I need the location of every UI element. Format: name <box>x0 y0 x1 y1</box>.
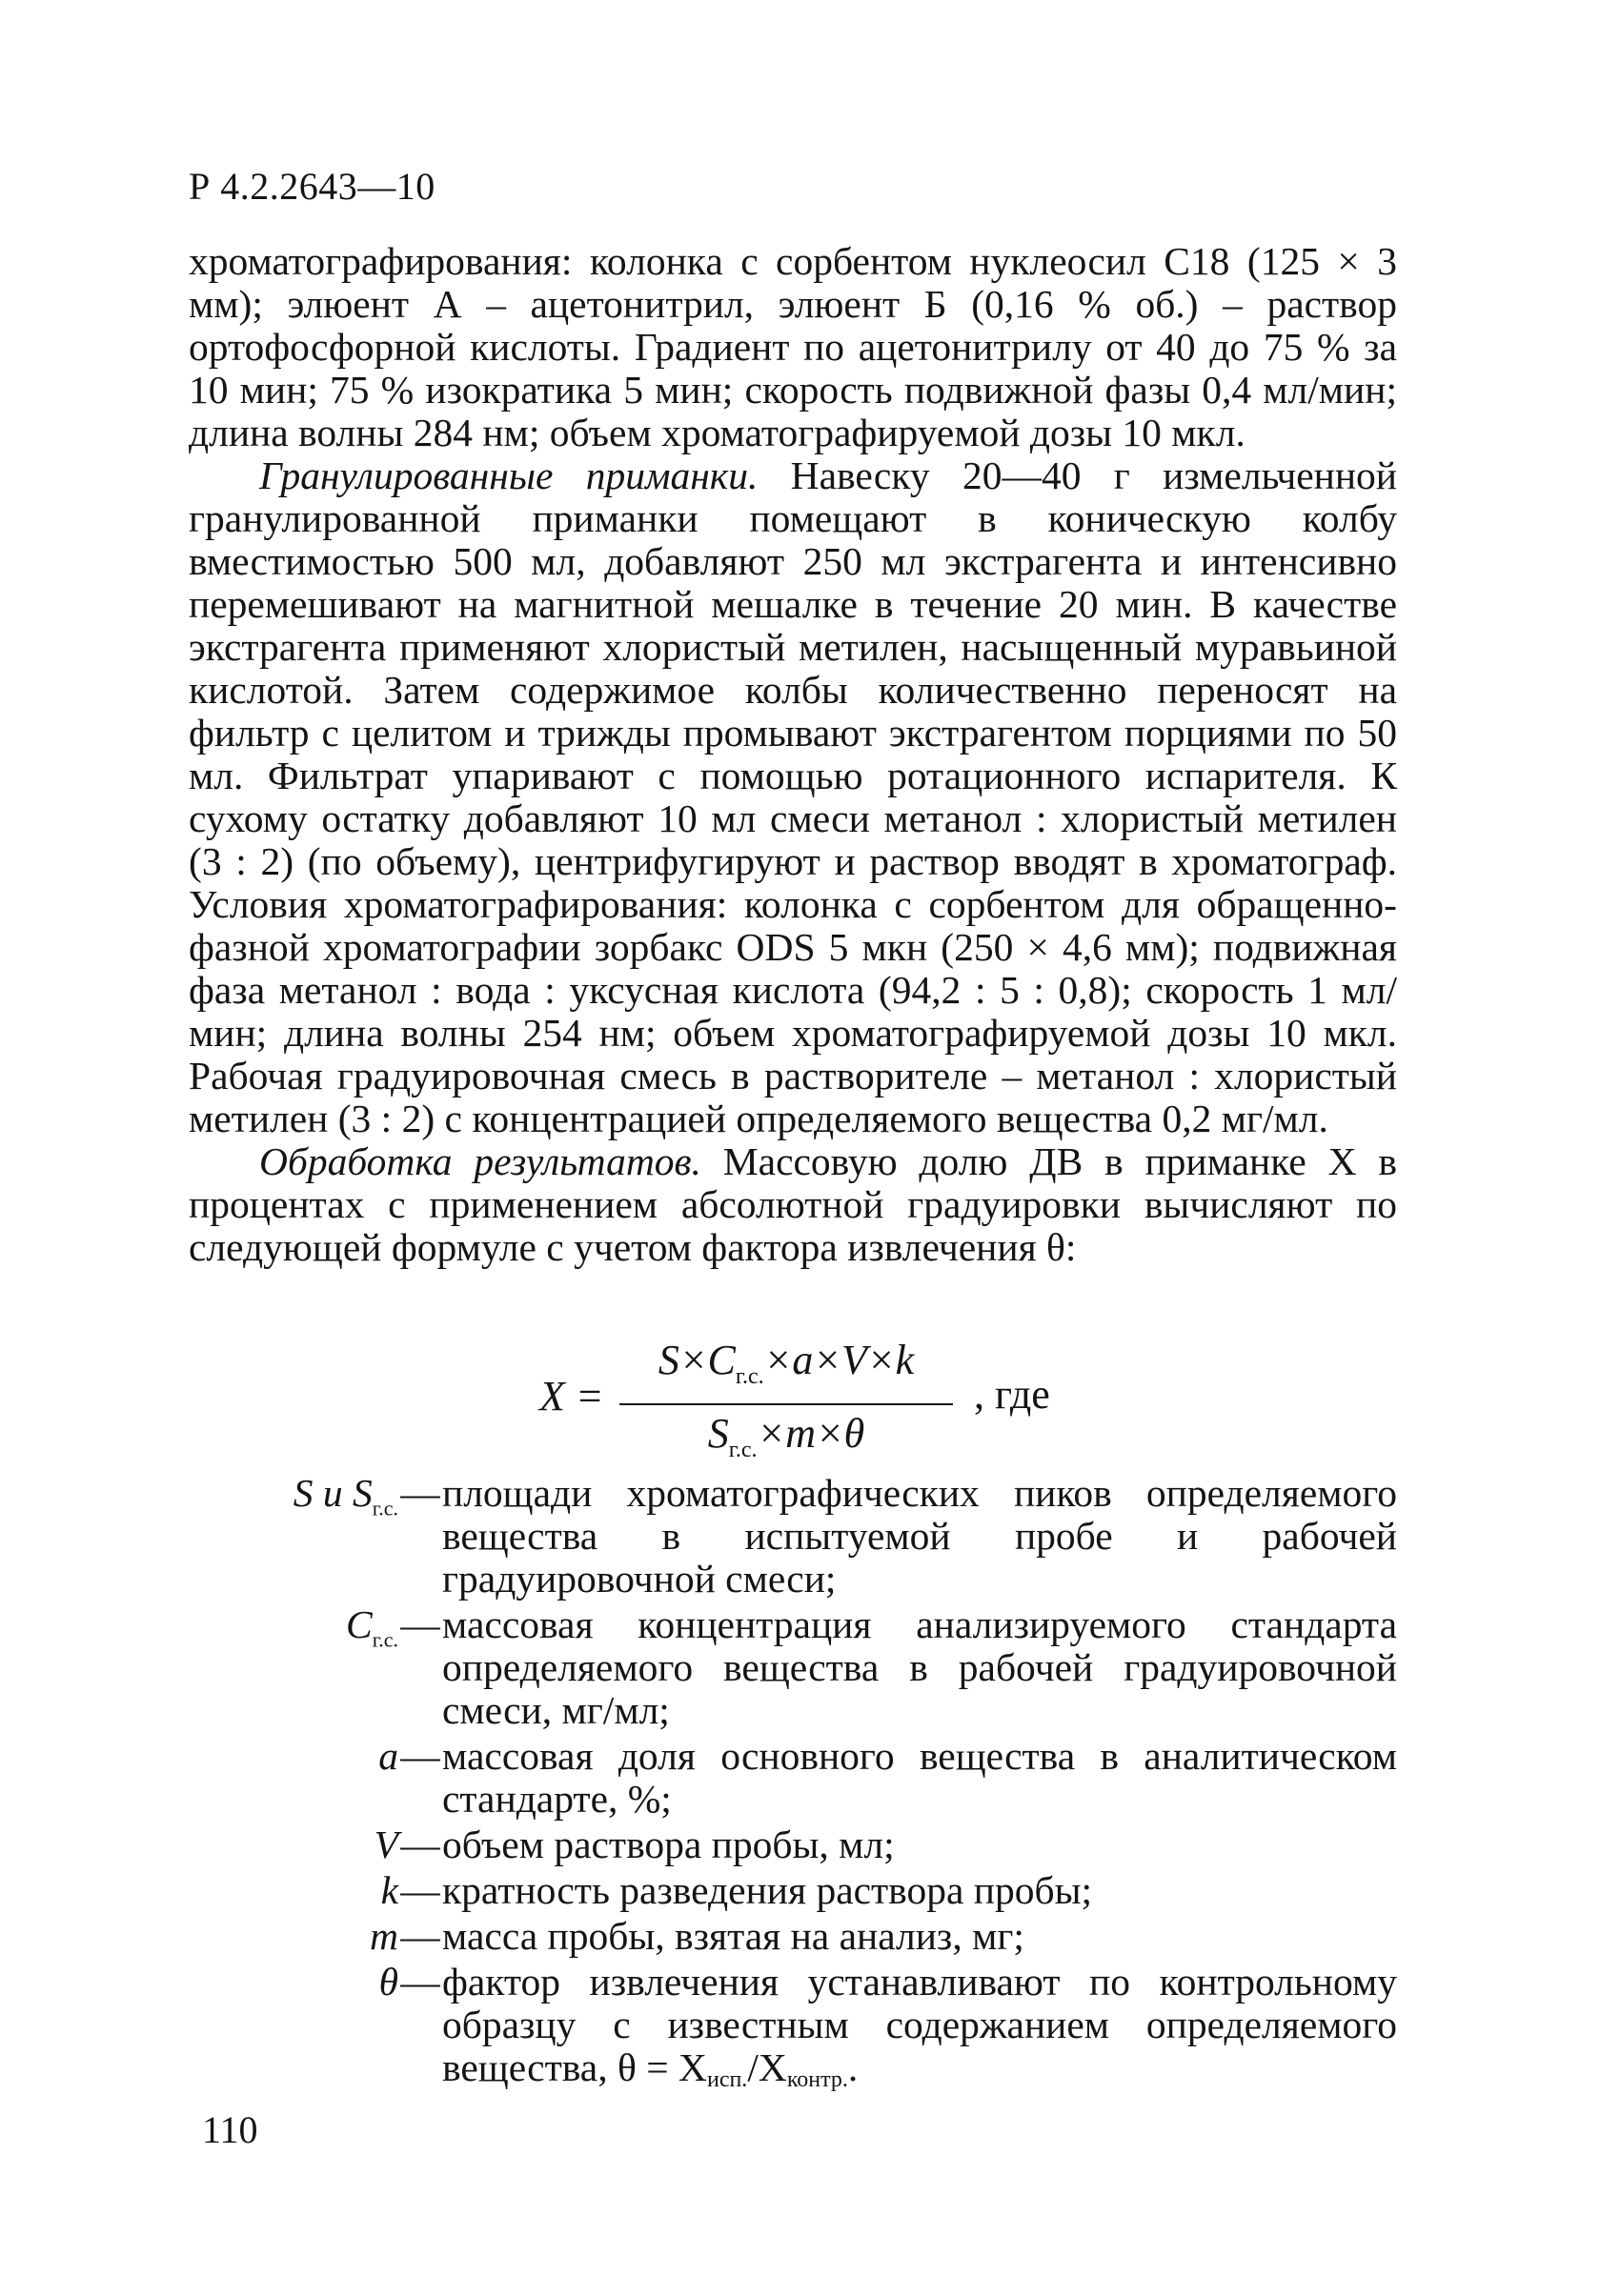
document-code: Р 4.2.2643—10 <box>189 165 435 208</box>
legend-description: объем раствора пробы, мл; <box>442 1823 895 1866</box>
legend-row <box>189 1735 1397 1821</box>
legend-row <box>189 1869 1397 1912</box>
legend-row <box>189 1961 1397 2102</box>
legend-symbol: m <box>370 1914 398 1958</box>
paragraph-granulated-baits <box>189 454 1397 1140</box>
formula-fraction <box>619 1336 953 1475</box>
legend-description: массовая доля основного вещества в аналитическом стандарте, %; <box>442 1734 1397 1821</box>
paragraph-text: Массовую долю ДВ в приманке X в процентах с применением абсолютной градуировки вычисляют по следующей формуле с учетом фактора извлечения θ: <box>189 1139 1397 1269</box>
legend-description: масса пробы, взятая на анализ, мг; <box>442 1914 1024 1958</box>
paragraph-chromatography-conditions: хроматографирования: колонка с сорбентом нуклеосил С18 (125 × 3 мм); элюент А – ацетонитрил, элюент Б (0,16 % об.) – раствор ортофосфорной кислоты. Градиент по ацетонитрилу от 40 до 75 % за 10 мин; 75 % изократика 5 мин; скорость подвижной фазы 0,4 мл/мин; длина волны 284 нм; объем хроматографируемой дозы 10 мкл. <box>189 239 1397 454</box>
legend-description: кратность разведения раствора пробы; <box>442 1868 1093 1912</box>
legend-description: площади хроматографических пиков определяемого вещества в испытуемой пробе и рабочей градуировочной смеси; <box>442 1471 1397 1601</box>
section-lead-results-processing: Обработка результатов. <box>259 1139 701 1183</box>
paragraph-text: Навеску 20—40 г измельченной гранулированной приманки помещают в коническую колбу вместимостью 500 мл, добавляют 250 мл экстрагента и интенсивно перемешивают на магнитной мешалке в течение 20 мин. В качестве экстрагента применяют хлористый метилен, насыщенный муравьиной кислотой. Затем содержимое колбы количественно переносят на фильтр с целитом и трижды промывают экстрагентом порциями по 50 мл. Фильтрат упаривают с помощью ротационного испарителя. К сухому остатку добавляют 10 мл смеси метанол : хлористый метилен (3 : 2) (по объему), центрифугируют и раствор вводят в хроматограф. Условия хроматографирования: колонка с сорбентом для обращенно-фазной хроматографии зорбакс ODS 5 мкн (250 × 4,6 мм); подвижная фаза метанол : вода : уксусная кислота (94,2 : 5 : 0,8); скорость 1 мл/мин; длина волны 254 нм; объем хроматографируемой дозы 10 мкл. Рабочая градуировочная смесь в растворителе – метанол : хлористый метилен (3 : 2) с концентрацией определяемого вещества 0,2 мг/мл. <box>189 453 1397 1140</box>
legend-dash: — <box>400 1602 440 1646</box>
mass-fraction-formula <box>539 1336 1130 1462</box>
legend-symbol: V <box>374 1823 398 1866</box>
variable-legend <box>189 1472 1397 2105</box>
formula-lhs: X = <box>539 1373 604 1420</box>
legend-dash: — <box>400 1823 440 1866</box>
paragraph-results-processing <box>189 1140 1397 1269</box>
formula-where: , где <box>974 1371 1050 1418</box>
legend-description: массовая концентрация анализируемого стандарта определяемого вещества в рабочей градуировочной смеси, мг/мл; <box>442 1602 1397 1732</box>
fraction-bar <box>619 1403 953 1405</box>
legend-symbol: θ <box>378 1960 398 2004</box>
legend-row <box>189 1472 1397 1601</box>
legend-row <box>189 1915 1397 1958</box>
legend-row <box>189 1603 1397 1732</box>
legend-symbol: $C_{г.с.}$ <box>346 1602 398 1652</box>
legend-description: фактор извлечения устанавливают по контрольному образцу с известным содержанием определяемого вещества, θ = Xисп./Xконтр.. <box>442 1960 1397 2092</box>
legend-symbol: S и $S_{г.с.}$ <box>293 1471 398 1521</box>
section-lead-granulated-baits: Гранулированные приманки. <box>259 453 759 497</box>
legend-row <box>189 1823 1397 1866</box>
legend-dash: — <box>400 1914 440 1958</box>
legend-dash: — <box>400 1868 440 1912</box>
body-text <box>189 240 1397 1269</box>
legend-symbol: k <box>380 1868 398 1912</box>
formula-denominator: $S_{г.с.}\times m\times\theta$ <box>707 1409 865 1462</box>
legend-dash: — <box>400 1471 440 1515</box>
legend-dash: — <box>400 1960 440 2004</box>
legend-symbol: a <box>378 1734 398 1778</box>
page-number: 110 <box>202 2108 258 2151</box>
legend-dash: — <box>400 1734 440 1778</box>
formula-numerator: $S\times C_{г.с.}\times a\times V\times k$ <box>658 1337 915 1389</box>
